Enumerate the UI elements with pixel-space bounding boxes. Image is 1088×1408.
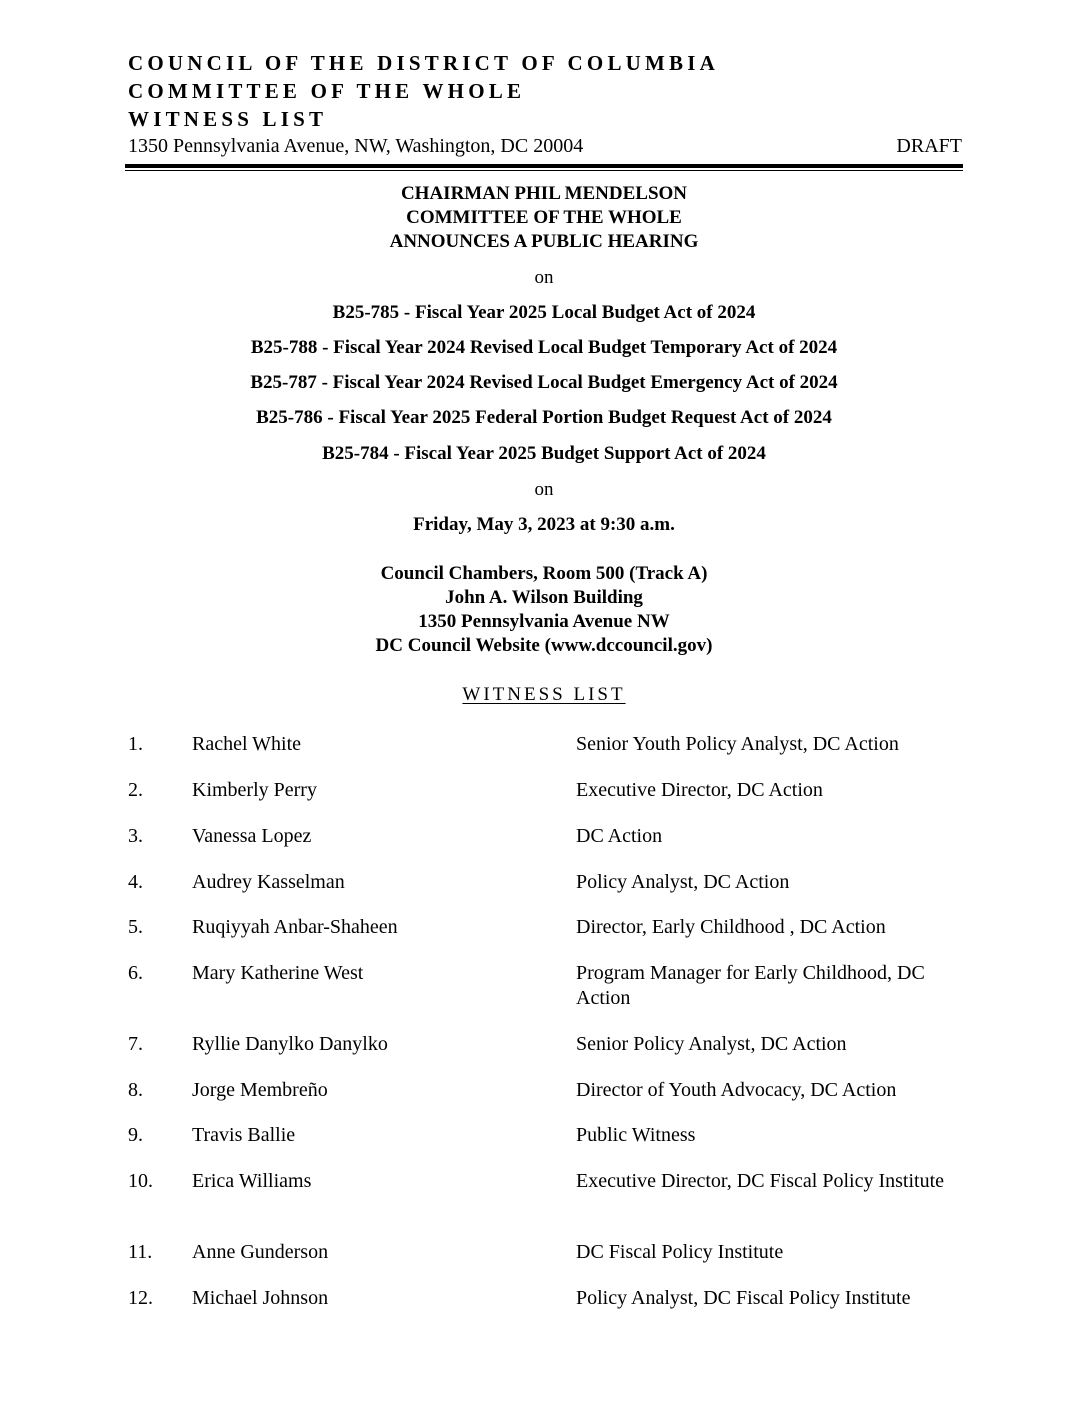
witness-number: 3. bbox=[128, 825, 143, 847]
witness-affiliation: Director of Youth Advocacy, DC Action bbox=[576, 1079, 897, 1101]
witness-affiliation: Director, Early Childhood , DC Action bbox=[576, 916, 886, 938]
bill-title: B25-788 - Fiscal Year 2024 Revised Local Budget Temporary Act of 2024 bbox=[250, 337, 838, 358]
hearing-location bbox=[100, 562, 988, 658]
witness-affiliation: Program Manager for Early Childhood, DC Action bbox=[576, 962, 925, 1009]
witness-affiliation: Senior Youth Policy Analyst, DC Action bbox=[576, 733, 899, 755]
document-type-heading: WITNESS LIST bbox=[128, 107, 328, 131]
witness-number: 9. bbox=[128, 1124, 143, 1146]
announces-line: ANNOUNCES A PUBLIC HEARING bbox=[389, 231, 699, 252]
bill-title: B25-787 - Fiscal Year 2024 Revised Local Budget Emergency Act of 2024 bbox=[250, 372, 838, 393]
witness-number: 8. bbox=[128, 1079, 143, 1101]
witness-number: 6. bbox=[128, 962, 143, 984]
witness-number: 1. bbox=[128, 733, 143, 755]
location-room: Council Chambers, Room 500 (Track A) bbox=[380, 563, 708, 584]
council-name-heading: COUNCIL OF THE DISTRICT OF COLUMBIA bbox=[128, 51, 719, 75]
witness-name: Anne Gunderson bbox=[192, 1241, 329, 1263]
bill-title: B25-786 - Fiscal Year 2025 Federal Portion Budget Request Act of 2024 bbox=[256, 407, 832, 428]
witness-name: Ruqiyyah Anbar-Shaheen bbox=[192, 916, 398, 938]
address-row bbox=[128, 134, 962, 158]
witness-number: 2. bbox=[128, 779, 143, 801]
committee-line: COMMITTEE OF THE WHOLE bbox=[406, 207, 682, 228]
witness-number: 7. bbox=[128, 1033, 143, 1055]
witness-number: 5. bbox=[128, 916, 143, 938]
witness-list-title-text: WITNESS LIST bbox=[462, 684, 626, 705]
hearing-announcement bbox=[100, 182, 988, 254]
witness-affiliation: Senior Policy Analyst, DC Action bbox=[576, 1033, 847, 1055]
witness-affiliation: Executive Director, DC Fiscal Policy Institute bbox=[576, 1170, 945, 1192]
witness-name: Audrey Kasselman bbox=[192, 871, 345, 893]
witness-number: 10. bbox=[128, 1170, 153, 1192]
witness-name: Ryllie Danylko Danylko bbox=[192, 1033, 388, 1055]
witness-affiliation: Public Witness bbox=[576, 1124, 696, 1146]
witness-name: Vanessa Lopez bbox=[192, 825, 312, 847]
bill-title: B25-784 - Fiscal Year 2025 Budget Support Act of 2024 bbox=[322, 443, 766, 464]
witness-name: Kimberly Perry bbox=[192, 779, 317, 801]
witness-name: Jorge Membreño bbox=[192, 1079, 328, 1101]
location-street: 1350 Pennsylvania Avenue NW bbox=[418, 611, 670, 632]
location-website: DC Council Website (www.dccouncil.gov) bbox=[375, 635, 713, 656]
bill-title: B25-785 - Fiscal Year 2025 Local Budget Act of 2024 bbox=[332, 302, 756, 323]
witness-name: Erica Williams bbox=[192, 1170, 312, 1192]
on-text: on bbox=[534, 479, 554, 500]
witness-affiliation: Policy Analyst, DC Fiscal Policy Institute bbox=[576, 1287, 911, 1309]
witness-name: Travis Ballie bbox=[192, 1124, 296, 1146]
witness-list-title bbox=[100, 683, 988, 707]
witness-number: 4. bbox=[128, 871, 143, 893]
witness-affiliation: DC Action bbox=[576, 825, 663, 847]
header-rule-thin bbox=[125, 170, 963, 171]
witness-affiliation: Executive Director, DC Action bbox=[576, 779, 823, 801]
witness-name: Rachel White bbox=[192, 733, 302, 755]
witness-name: Michael Johnson bbox=[192, 1287, 329, 1309]
on-text: on bbox=[534, 267, 554, 288]
witness-name: Mary Katherine West bbox=[192, 962, 364, 984]
witness-number: 11. bbox=[128, 1241, 153, 1263]
witness-affiliation: DC Fiscal Policy Institute bbox=[576, 1241, 784, 1263]
hearing-date: Friday, May 3, 2023 at 9:30 a.m. bbox=[413, 514, 675, 535]
location-building: John A. Wilson Building bbox=[445, 587, 643, 608]
header-rule-thick bbox=[125, 164, 963, 168]
witness-affiliation: Policy Analyst, DC Action bbox=[576, 871, 790, 893]
committee-name-heading: COMMITTEE OF THE WHOLE bbox=[128, 79, 526, 103]
witness-number: 12. bbox=[128, 1287, 153, 1309]
chairman-line: CHAIRMAN PHIL MENDELSON bbox=[400, 183, 688, 204]
council-address: 1350 Pennsylvania Avenue, NW, Washington, DC 20004 bbox=[128, 135, 584, 157]
draft-status: DRAFT bbox=[896, 135, 962, 157]
